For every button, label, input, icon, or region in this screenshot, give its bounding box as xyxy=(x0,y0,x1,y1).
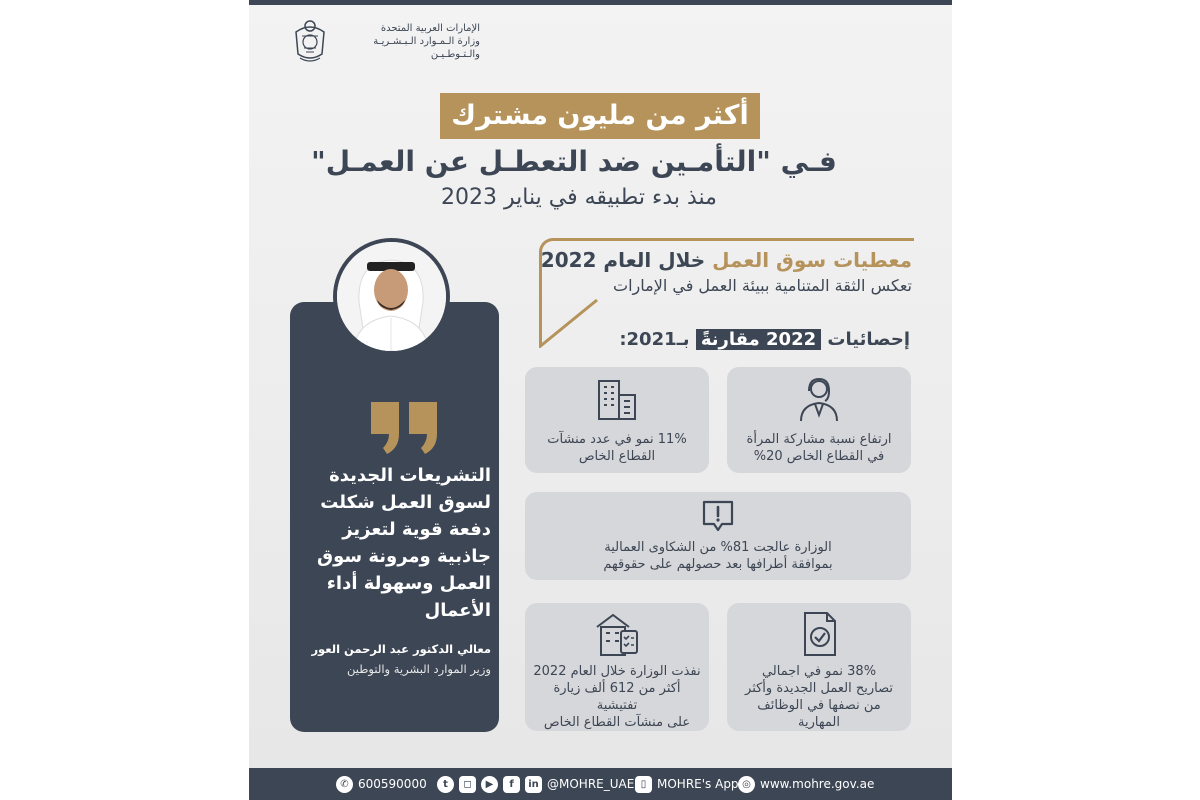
card-complaints-text xyxy=(533,539,903,573)
market-data-subtitle: تعكس الثقة المتنامية ببيئة العمل في الإمارات xyxy=(613,276,912,295)
footer-bar xyxy=(249,768,952,800)
footer-phone[interactable] xyxy=(336,775,427,793)
card-complaints-resolved xyxy=(525,492,911,580)
card-women-participation xyxy=(727,367,911,473)
card-complaints-line-1: الوزارة عالجت 81% من الشكاوى العمالية xyxy=(604,540,832,555)
alert-message-icon xyxy=(700,498,736,534)
card-permits-line-3: من نصفها في الوظائف xyxy=(757,698,881,713)
footer-website[interactable] xyxy=(738,775,874,793)
card-inspections-line-1: نفذت الوزارة خلال العام 2022 xyxy=(533,664,701,679)
headline-main: أكثر من مليون مشترك xyxy=(440,93,760,139)
stats-heading-pre: إحصائيات xyxy=(827,329,910,350)
footer-phone-text: 600590000 xyxy=(358,777,427,791)
stats-heading-post: بـ2021: xyxy=(619,329,690,350)
market-data-title-rest: خلال العام 2022 xyxy=(540,248,706,272)
mobile-app-icon: ▯ xyxy=(635,776,652,793)
card-women-line-2: في القطاع الخاص 20% xyxy=(753,449,885,464)
card-inspections-text xyxy=(533,663,701,731)
stats-heading-highlight: 2022 مقارنةً xyxy=(696,329,821,350)
card-permits-text xyxy=(735,663,903,731)
approved-document-icon xyxy=(797,611,841,657)
logo-line-2: وزارة الـمـوارد الـبـشـريـة xyxy=(373,36,480,47)
speech-bubble-tail xyxy=(539,298,599,348)
card-women-text xyxy=(735,431,903,465)
globe-icon: ◎ xyxy=(738,776,755,793)
market-data-title xyxy=(541,246,912,274)
ministry-logo xyxy=(290,16,480,68)
headline-tertiary: منذ بدء تطبيقه في يناير 2023 xyxy=(441,185,717,210)
footer-social[interactable] xyxy=(437,775,634,793)
card-permits-line-2: تصاريح العمل الجديدة وأكثر xyxy=(745,681,893,696)
card-inspections-line-2: أكثر من 612 ألف زيارة تفتيشية xyxy=(553,681,681,713)
logo-line-1: الإمارات العربية المتحدة xyxy=(380,23,480,34)
phone-icon: ✆ xyxy=(336,776,353,793)
twitter-icon[interactable]: t xyxy=(437,776,454,793)
card-inspections-line-3: على منشآت القطاع الخاص xyxy=(543,715,691,730)
minister-quote: التشريعات الجديدة لسوق العمل شكلت دفعة قوية لتعزيز جاذبية ومرونة سوق العمل وسهولة أداء الأعمال xyxy=(317,465,491,621)
minister-name: معالي الدكتور عبد الرحمن العور xyxy=(311,642,491,656)
card-establishments-line-2: القطاع الخاص xyxy=(578,449,656,464)
facebook-icon[interactable]: f xyxy=(503,776,520,793)
card-inspections xyxy=(525,603,709,731)
card-establishments-text xyxy=(533,431,701,465)
footer-app-text: MOHRE's App xyxy=(657,777,739,791)
office-buildings-icon xyxy=(593,375,641,423)
minister-photo-icon xyxy=(337,242,446,351)
infographic-poster xyxy=(249,0,952,800)
linkedin-icon[interactable]: in xyxy=(525,776,542,793)
card-permits-line-4: المهارية xyxy=(798,715,840,730)
minister-portrait xyxy=(333,238,450,355)
instagram-icon[interactable]: ◻ xyxy=(459,776,476,793)
ministry-name xyxy=(373,22,480,61)
stats-heading xyxy=(619,326,910,354)
card-complaints-line-2: بموافقة أطرافها بعد حصولهم على حقوقهم xyxy=(603,557,833,572)
youtube-icon[interactable]: ▶ xyxy=(481,776,498,793)
quote-mark-icon xyxy=(369,400,439,456)
building-checklist-icon xyxy=(593,611,641,657)
minister-role: وزير الموارد البشرية والتوطين xyxy=(347,662,491,676)
footer-website-text: www.mohre.gov.ae xyxy=(760,777,875,791)
top-bar xyxy=(249,0,952,5)
falcon-emblem-icon xyxy=(290,18,330,64)
card-establishments-growth xyxy=(525,367,709,473)
card-work-permits xyxy=(727,603,911,731)
headline-secondary: فـي "التأمـين ضد التعطـل عن العمـل" xyxy=(311,145,837,178)
card-women-line-1: ارتفاع نسبة مشاركة المرأة xyxy=(746,432,892,447)
card-permits-line-1: 38% نمو في اجمالي xyxy=(761,664,877,679)
logo-line-3: والـتـوطـيـن xyxy=(430,49,480,60)
footer-social-handle: @MOHRE_UAE xyxy=(547,777,635,791)
businesswoman-icon xyxy=(795,375,843,423)
market-data-title-gold: معطيات سوق العمل xyxy=(712,248,912,272)
card-establishments-line-1: 11% نمو في عدد منشآت xyxy=(547,432,687,447)
footer-app[interactable] xyxy=(635,775,739,793)
